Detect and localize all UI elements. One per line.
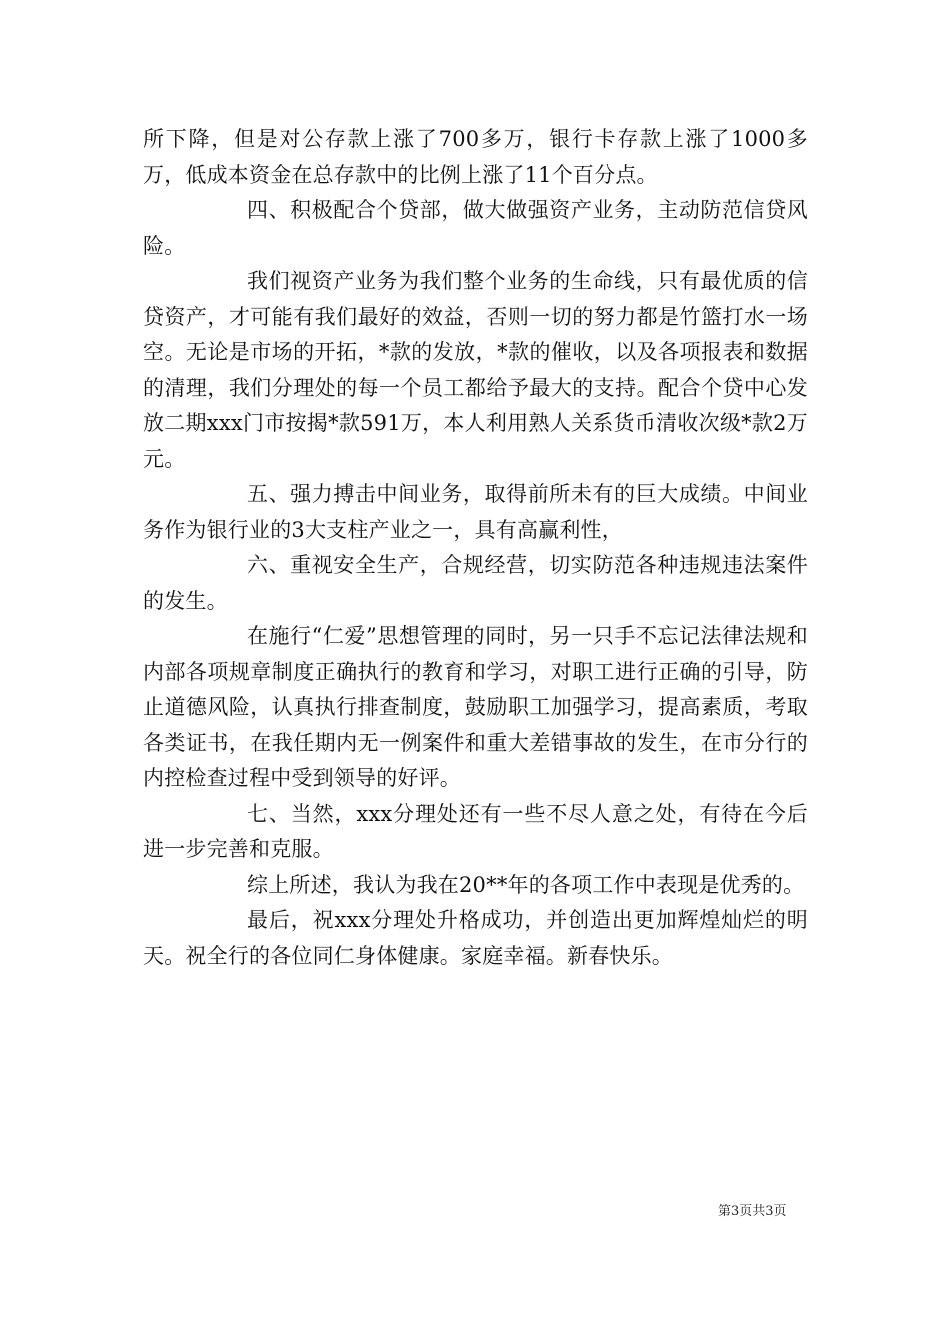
document-body [143, 122, 808, 974]
paragraph-heading-seven: 七、当然，xxx分理处还有一些不尽人意之处，有待在今后进一步完善和克服。 [143, 801, 808, 861]
paragraph-heading-four: 四、积极配合个贷部，做大做强资产业务，主动防范信贷风险。 [143, 198, 808, 258]
paragraph-continued-deposits: 所下降，但是对公存款上涨了700多万，银行卡存款上涨了1000多万，低成本资金在总存款中的比例上涨了11个百分点。 [143, 127, 808, 187]
paragraph-heading-six: 六、重视安全生产，合规经营，切实防范各种违规违法案件的发生。 [143, 553, 808, 613]
paragraph-heading-five: 五、强力搏击中间业务，取得前所未有的巨大成绩。中间业务作为银行业的3大支柱产业之一，具有高赢利性， [143, 482, 808, 542]
paragraph-summary: 综上所述，我认为我在20**年的各项工作中表现是优秀的。 [247, 872, 805, 897]
page-number: 第3页共3页 [718, 1204, 787, 1219]
paragraph-closing: 最后，祝xxx分理处升格成功，并创造出更加辉煌灿烂的明天。祝全行的各位同仁身体健康。家庭幸福。新春快乐。 [143, 908, 808, 968]
paragraph-asset-business: 我们视资产业务为我们整个业务的生命线，只有最优质的信贷资产，才可能有我们最好的效益，否则一切的努力都是竹篮打水一场空。无论是市场的开拓，*款的发放，*款的催收，以及各项报表和数据的清理，我们分理处的每一个员工都给予最大的支持。配合个贷中心发放二期xxx门市按揭*款591万，本人利用熟人关系货币清收次级*款2万元。 [143, 269, 808, 471]
paragraph-compliance: 在施行“仁爱”思想管理的同时，另一只手不忘记法律法规和内部各项规章制度正确执行的教育和学习，对职工进行正确的引导，防止道德风险，认真执行排查制度，鼓励职工加强学习，提高素质，考取各类证书，在我任期内无一例案件和重大差错事故的发生，在市分行的内控检查过程中受到领导的好评。 [143, 624, 808, 790]
